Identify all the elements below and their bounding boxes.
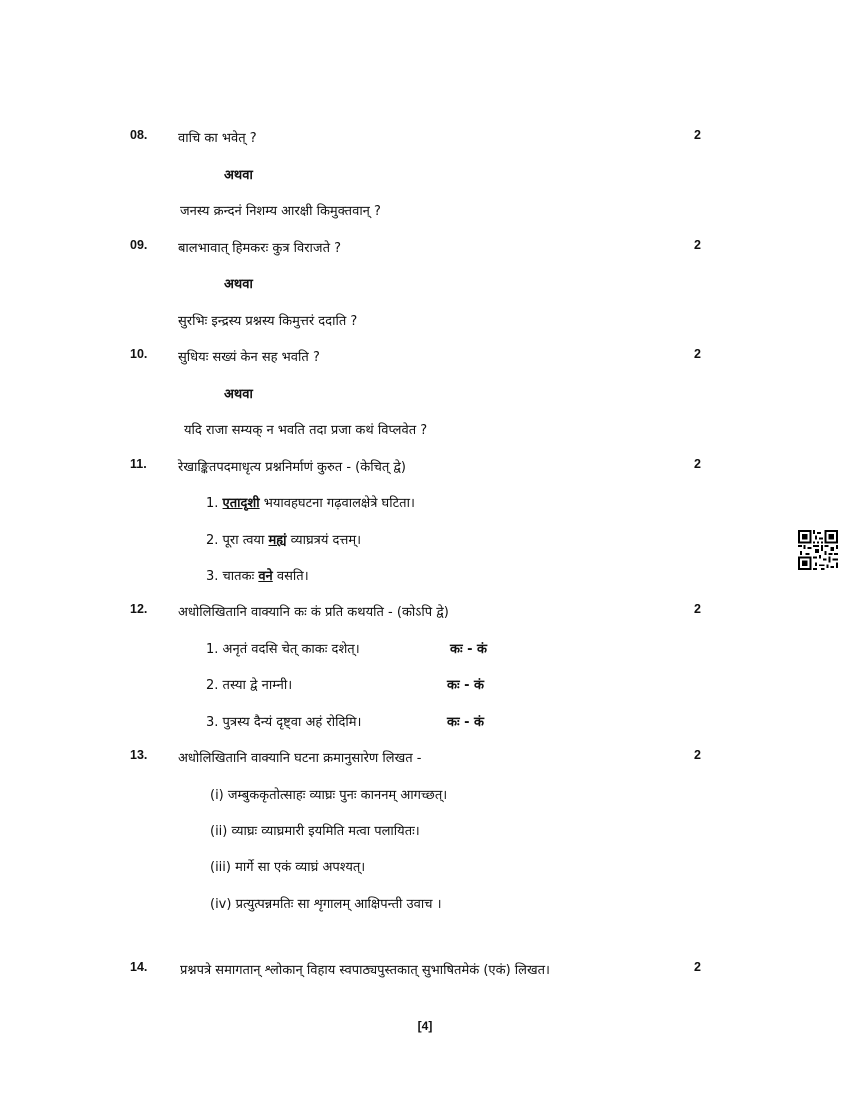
question-number: 11. [130, 457, 147, 471]
underlined-word: मह्यं [268, 533, 287, 548]
alternative-label: अथवा [224, 277, 253, 292]
sub-item: (iii) मार्गे सा एकं व्याघ्रं अपश्यत्। [210, 860, 366, 875]
question-text: प्रश्नपत्रे समागतान् श्लोकान् विहाय स्वपाठ्यपुस्तकात् सुभाषितमेकं (एकं) लिखत। [180, 963, 550, 978]
sub-item: 2. पूरा त्वया मह्यं व्याघ्रत्रयं दत्तम्। [206, 533, 362, 548]
question-marks: 2 [694, 238, 701, 252]
question-number: 14. [130, 960, 148, 974]
question-marks: 2 [694, 457, 701, 471]
question-number: 13. [130, 748, 148, 762]
question-text: सुधियः सख्यं केन सह भवति ? [178, 350, 320, 365]
sub-item: 1. अनृतं वदसि चेत् काकः दशेत्। [206, 642, 360, 657]
alternative-question-text: सुरभिः इन्द्रस्य प्रश्नस्य किमुत्तरं ददाति ? [178, 314, 358, 329]
sub-item: 2. तस्या द्वे नाम्नी। [206, 678, 293, 693]
question-text: रेखाङ्कितपदमाधृत्य प्रश्ननिर्माणं कुरुत - (केचित् द्वे) [178, 460, 406, 475]
answer-hint: कः - कं [447, 678, 485, 693]
alternative-question-text: जनस्य क्रन्दनं निशम्य आरक्षी किमुक्तवान् ? [180, 204, 381, 219]
alternative-label: अथवा [224, 168, 253, 183]
question-number: 10. [130, 347, 148, 361]
question-text: वाचि का भवेत् ? [178, 131, 257, 146]
sub-item: (iv) प्रत्युत्पन्नमतिः सा शृगालम् आक्षिपन्ती उवाच । [210, 897, 442, 912]
sub-item: 3. चातकः वने वसति। [206, 569, 309, 584]
alternative-question-text: यदि राजा सम्यक् न भवति तदा प्रजा कथं विप्लवेत ? [184, 423, 428, 438]
question-marks: 2 [694, 960, 701, 974]
question-text: अधोलिखितानि वाक्यानि घटना क्रमानुसारेण लिखत - [178, 751, 422, 766]
question-marks: 2 [694, 602, 701, 616]
question-text: अधोलिखितानि वाक्यानि कः कं प्रति कथयति - (कोऽपि द्वे) [178, 605, 449, 620]
question-marks: 2 [694, 748, 701, 762]
sub-item: (i) जम्बुककृतोत्साहः व्याघ्रः पुनः काननम् आगच्छत्। [210, 788, 448, 803]
question-text: बालभावात् हिमकरः कुत्र विराजते ? [178, 241, 342, 256]
underlined-word: वने [258, 569, 273, 584]
question-marks: 2 [694, 128, 701, 142]
question-number: 12. [130, 602, 148, 616]
question-number: 09. [130, 238, 148, 252]
qr-code-icon [798, 530, 838, 570]
answer-hint: कः - कं [447, 715, 485, 730]
answer-hint: कः - कं [450, 642, 488, 657]
underlined-word: एतादृशी [222, 496, 260, 511]
alternative-label: अथवा [224, 387, 253, 402]
page-number: [4] [417, 1019, 433, 1033]
sub-item: (ii) व्याघ्रः व्याघ्रमारी इयमिति मत्वा पलायितः। [210, 824, 420, 839]
question-number: 08. [130, 128, 148, 142]
question-marks: 2 [694, 347, 701, 361]
sub-item: 1. एतादृशी भयावहघटना गढ़वालक्षेत्रे घटिता। [206, 496, 415, 511]
sub-item: 3. पुत्रस्य दैन्यं दृष्ट्वा अहं रोदिमि। [206, 715, 362, 730]
